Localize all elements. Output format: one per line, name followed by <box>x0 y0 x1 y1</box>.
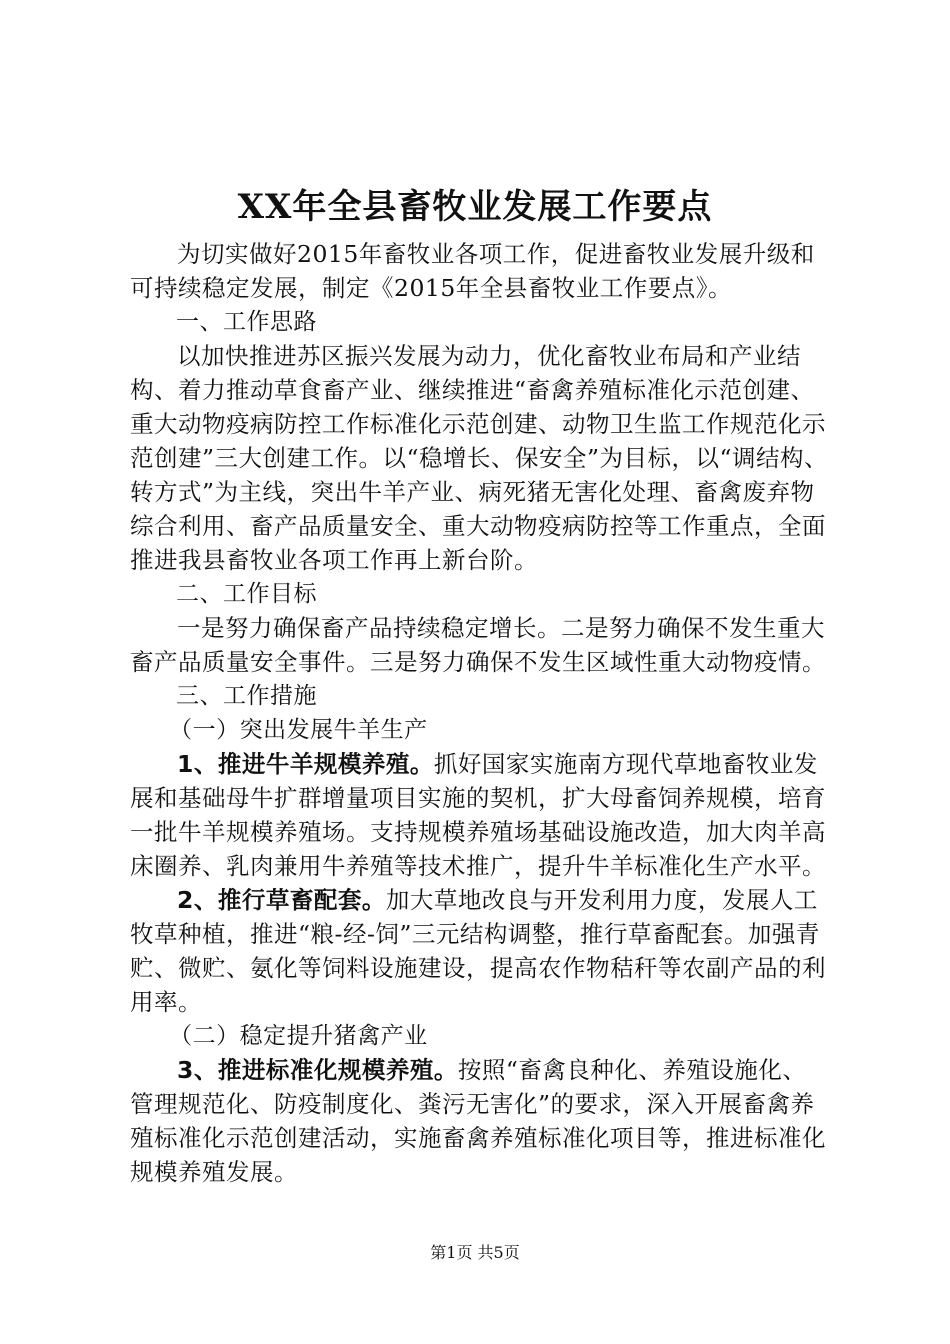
measure-paragraph-2 <box>130 883 830 1019</box>
intro-paragraph: 为切实做好2015年畜牧业各项工作，促进畜牧业发展升级和可持续稳定发展，制定《2015年全县畜牧业工作要点》。 <box>130 240 815 302</box>
measure-lead-2: 2、推行草畜配套。 <box>177 886 386 914</box>
measure-text-3: 按照“畜禽良种化、养殖设施化、管理规范化、防疫制度化、粪污无害化”的要求，深入开展畜禽养殖标准化示范创建活动，实施畜禽养殖标准化项目等，推进标准化规模养殖发展。 <box>130 1056 826 1186</box>
measure-paragraph-3 <box>130 1053 830 1189</box>
document-body <box>130 237 830 1189</box>
subsection-heading-cattle-sheep: （一）突出发展牛羊生产 <box>169 717 428 743</box>
subsection-heading-pig-poultry: （二）稳定提升猪禽产业 <box>169 1023 428 1049</box>
measure-paragraph-1 <box>130 747 830 883</box>
measure-lead-1: 1、推进牛羊规模养殖。 <box>177 750 434 778</box>
page-footer: 第1页 共5页 <box>430 1243 520 1262</box>
document-title: XX年全县畜牧业发展工作要点 <box>237 187 713 227</box>
section-paragraph-goals: 一是努力确保畜产品持续稳定增长。二是努力确保不发生重大畜产品质量安全事件。三是努力确保不发生区域性重大动物疫情。 <box>130 614 826 676</box>
section-heading-measures: 三、工作措施 <box>176 683 317 709</box>
measure-text-2: 加大草地改良与开发利用力度，发展人工牧草种植，推进“粮-经-饲”三元结构调整，推行草畜配套。加强青贮、微贮、氨化等饲料设施建设，提高农作物秸秆等农副产品的利用率。 <box>130 886 826 1016</box>
measure-lead-3: 3、推进标准化规模养殖。 <box>177 1056 458 1084</box>
measure-text-1: 抓好国家实施南方现代草地畜牧业发展和基础母牛扩群增量项目实施的契机，扩大母畜饲养规模，培育一批牛羊规模养殖场。支持规模养殖场基础设施改造，加大肉羊高床圈养、乳肉兼用牛养殖等技术推广，提升牛羊标准化生产水平。 <box>130 750 826 880</box>
section-paragraph-approach: 以加快推进苏区振兴发展为动力，优化畜牧业布局和产业结构、着力推动草食畜产业、继续推进“畜禽养殖标准化示范创建、重大动物疫病防控工作标准化示范创建、动物卫生监工作规范化示范创建”三大创建工作。以“稳增长、保安全”为目标，以“调结构、转方式”为主线，突出牛羊产业、病死猪无害化处理、畜禽废弃物综合利用、畜产品质量安全、重大动物疫病防控等工作重点，全面推进我县畜牧业各项工作再上新台阶。 <box>130 342 829 574</box>
section-heading-goals: 二、工作目标 <box>176 581 317 607</box>
section-heading-approach: 一、工作思路 <box>176 309 317 335</box>
